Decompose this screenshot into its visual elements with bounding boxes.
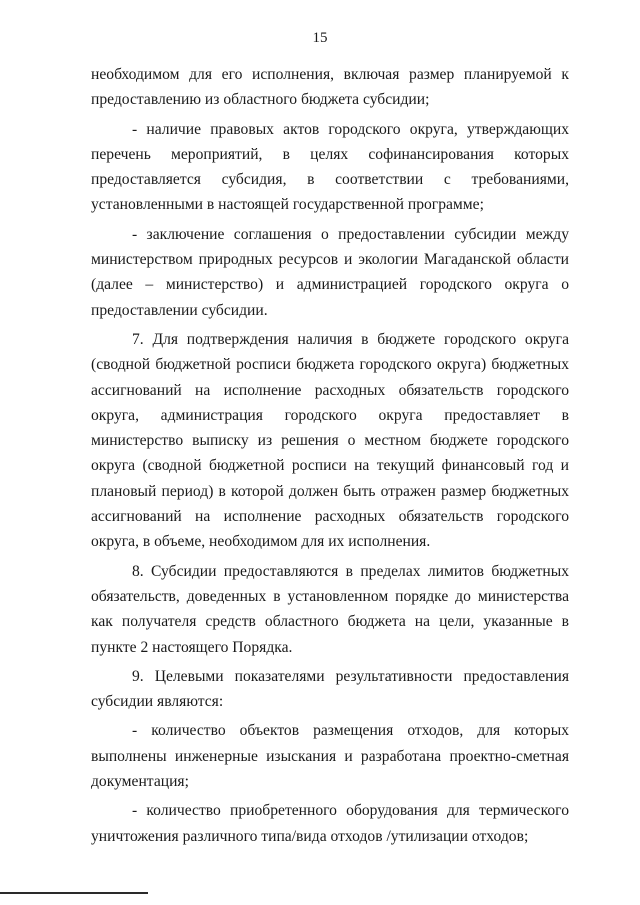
paragraph-item-8: 8. Субсидии предоставляются в пределах лимитов бюджетных обязательств, доведенных в установленном порядке до министерства как получателя средств областного бюджета на цели, указанные в пункте 2 настоящего Порядка. bbox=[91, 562, 569, 656]
document-body bbox=[91, 62, 569, 849]
paragraph-indicator-equipment: - количество приобретенного оборудования для термического уничтожения различного типа/вида отходов /утилизации отходов; bbox=[91, 802, 569, 845]
paragraph-continuation: необходимом для его исполнения, включая размер планируемой к предоставлению из областного бюджета субсидии; bbox=[91, 66, 569, 109]
page-number: 15 bbox=[312, 30, 328, 46]
paragraph-indicator-objects: - количество объектов размещения отходов, для которых выполнены инженерные изыскания и разработана проектно-сметная документация; bbox=[91, 722, 569, 791]
bottom-rule bbox=[0, 892, 148, 894]
paragraph-item-9: 9. Целевыми показателями результативности предоставления субсидии являются: bbox=[91, 667, 569, 711]
paragraph-agreement: - заключение соглашения о предоставлении субсидии между министерством природных ресурсов и экологии Магаданской области (далее – министерство) и администрацией городского округа о предоставлении субсидии. bbox=[91, 225, 569, 319]
paragraph-legal-acts: - наличие правовых актов городского округа, утверждающих перечень мероприятий, в целях софинансирования которых предоставляется субсидия, в соответствии с требованиями, установленными в настоящей государственной программе; bbox=[91, 120, 569, 214]
paragraph-item-7: 7. Для подтверждения наличия в бюджете городского округа (сводной бюджетной росписи бюджета городского округа) бюджетных ассигнований на исполнение расходных обязательств городского округа, администрация городского округа предоставляет в министерство выписку из решения о местном бюджете городского округа (сводной бюджетной росписи на текущий финансовый год и плановый период) в которой должен быть отражен размер бюджетных ассигнований на исполнение расходных обязательств городского округа, в объеме, необходимом для их исполнения. bbox=[91, 330, 569, 551]
